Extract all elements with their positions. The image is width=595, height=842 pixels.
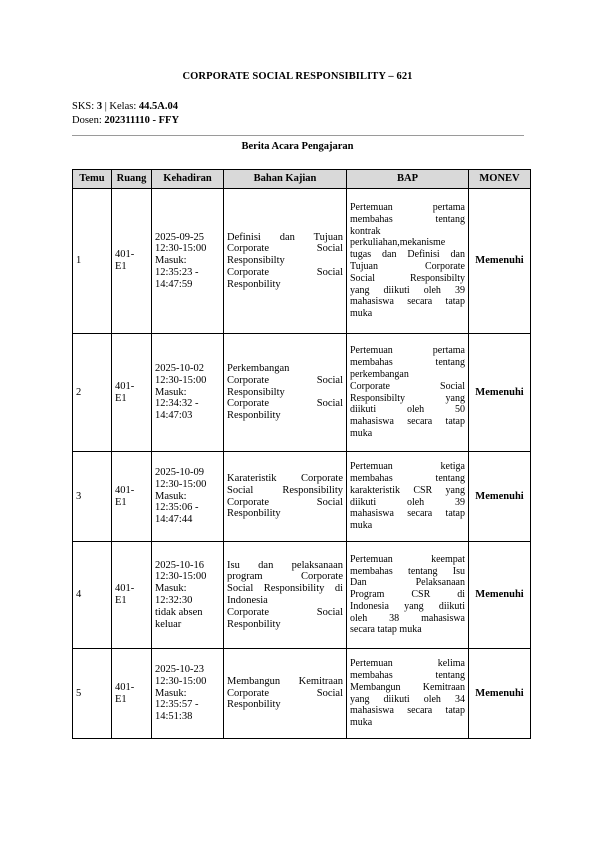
cell-line: 2025-10-16 xyxy=(155,559,204,571)
cell-line: membahas tentang Isu xyxy=(350,565,465,577)
cell-line: 401- xyxy=(115,380,135,392)
divider xyxy=(72,135,524,136)
table-row xyxy=(73,334,531,452)
cell-line: muka xyxy=(350,427,373,439)
cell-line: Karateristik Corporate xyxy=(227,472,343,484)
cell-temu: 2 xyxy=(73,334,112,452)
cell-ruang xyxy=(112,452,152,542)
section-title: Berita Acara Pengajaran xyxy=(241,141,354,152)
cell-line: mahasiswa secara tatap xyxy=(350,508,465,520)
cell-line: 12:35:06 - xyxy=(155,502,199,514)
cell-bap xyxy=(347,334,469,452)
cell-line: kontrak xyxy=(350,225,381,237)
cell-line: 14:47:59 xyxy=(155,278,193,290)
cell-line: Responbility xyxy=(227,410,281,422)
cell-line: membahas tentang xyxy=(350,669,465,681)
cell-kehadiran xyxy=(152,334,224,452)
column-header-temu: Temu xyxy=(73,170,112,189)
cell-temu: 5 xyxy=(73,649,112,739)
dosen-label: Dosen: xyxy=(72,115,105,126)
cell-line: E1 xyxy=(115,595,127,606)
cell-line: Tujuan Corporate xyxy=(350,261,465,272)
cell-line: perkembangan xyxy=(350,368,409,380)
cell-line: 2025-10-02 xyxy=(155,363,204,374)
cell-ruang xyxy=(112,649,152,739)
cell-line: Corporate Social xyxy=(227,398,343,410)
cell-bap xyxy=(347,542,469,649)
cell-line: Masuk: xyxy=(155,255,187,267)
cell-line: Responsibilty xyxy=(227,255,285,267)
cell-line: perkuliahan,mekanisme xyxy=(350,237,446,249)
cell-monev: Memenuhi xyxy=(469,452,531,542)
cell-bap xyxy=(347,649,469,739)
cell-line: program Corporate xyxy=(227,571,343,583)
cell-bahan-kajian xyxy=(224,649,347,739)
cell-line: 12:30-15:00 xyxy=(155,571,207,583)
cell-line: Isu dan pelaksanaan xyxy=(227,559,343,571)
cell-line: Social Responsibility xyxy=(227,484,343,496)
cell-line: 12:35:57 - xyxy=(155,699,199,711)
cell-line: muka xyxy=(350,717,373,729)
cell-line: Masuk: xyxy=(155,386,187,398)
cell-line: 14:51:38 xyxy=(155,711,193,723)
table-row xyxy=(73,189,531,334)
cell-monev: Memenuhi xyxy=(469,542,531,649)
kelas-label: | Kelas: xyxy=(102,101,139,112)
cell-line: Corporate Social xyxy=(227,687,343,699)
cell-line: Pertemuan pertama xyxy=(350,345,465,357)
cell-line: tidak absen xyxy=(155,606,203,618)
cell-line: 12:30-15:00 xyxy=(155,243,207,255)
cell-line: 2025-10-23 xyxy=(155,664,204,675)
cell-line: 401- xyxy=(115,681,135,693)
cell-line: 2025-09-25 xyxy=(155,231,204,243)
cell-line: 14:47:03 xyxy=(155,410,193,422)
sks-value: 3 xyxy=(96,101,103,112)
cell-line: Corporate Social xyxy=(227,243,343,255)
cell-line: E1 xyxy=(115,693,127,705)
cell-line: 12:30-15:00 xyxy=(155,478,207,490)
cell-line: Membangun Kemitraan xyxy=(227,675,343,687)
table-row xyxy=(73,452,531,542)
cell-line: Masuk: xyxy=(155,687,187,699)
cell-bahan-kajian xyxy=(224,334,347,452)
cell-line: Indonesia yang diikuti xyxy=(350,600,465,612)
cell-line: 2025-10-09 xyxy=(155,467,204,478)
cell-kehadiran xyxy=(152,542,224,649)
dosen-value: 202311110 - FFY xyxy=(104,115,180,126)
cell-line: membahas tentang xyxy=(350,472,465,484)
cell-line: Dan Pelaksanaan xyxy=(350,577,465,589)
cell-line: membahas tentang xyxy=(350,213,465,225)
cell-line: Pertemuan ketiga xyxy=(350,461,465,473)
cell-line: Corporate Social xyxy=(227,374,343,386)
cell-line: Social Responsibility di xyxy=(227,583,343,595)
cell-kehadiran xyxy=(152,189,224,334)
cell-line: 12:30-15:00 xyxy=(155,675,207,687)
cell-line: Indonesia xyxy=(227,595,268,606)
column-header-kehadiran: Kehadiran xyxy=(152,170,224,189)
cell-line: E1 xyxy=(115,392,127,404)
cell-ruang xyxy=(112,189,152,334)
column-header-bahan-kajian: Bahan Kajian xyxy=(224,170,347,189)
cell-line: E1 xyxy=(115,261,127,272)
cell-line: 12:30-15:00 xyxy=(155,374,207,386)
cell-line: membahas tentang xyxy=(350,357,465,369)
cell-line: secara tatap muka xyxy=(350,624,422,636)
cell-bahan-kajian xyxy=(224,189,347,334)
cell-line: Responbility xyxy=(227,618,281,630)
cell-line: yang diikuti oleh 39 xyxy=(350,284,465,296)
cell-line: Pertemuan keempat xyxy=(350,553,465,565)
cell-bap xyxy=(347,189,469,334)
cell-line: muka xyxy=(350,520,373,532)
cell-line: 401- xyxy=(115,484,135,496)
cell-line: Corporate Social xyxy=(227,266,343,278)
cell-line: Responbility xyxy=(227,699,281,711)
cell-line: Pertemuan kelima xyxy=(350,658,465,670)
cell-line: keluar xyxy=(155,618,182,630)
kelas-value: 44.5A.04 xyxy=(138,101,178,112)
cell-line: Membangun Kemitraan xyxy=(350,681,465,693)
cell-line: 401- xyxy=(115,583,135,595)
cell-temu: 4 xyxy=(73,542,112,649)
cell-line: Masuk: xyxy=(155,490,187,502)
column-header-monev: MONEV xyxy=(469,170,531,189)
lecturer-meta xyxy=(72,114,179,127)
cell-line: yang diikuti oleh 34 xyxy=(350,693,465,705)
cell-line: Masuk: xyxy=(155,583,187,595)
cell-line: Social Responsibilty xyxy=(350,272,465,284)
cell-line: Program CSR di xyxy=(350,589,465,601)
cell-temu: 3 xyxy=(73,452,112,542)
column-header-ruang: Ruang xyxy=(112,170,152,189)
cell-bahan-kajian xyxy=(224,452,347,542)
cell-line: Corporate Social xyxy=(350,380,465,392)
table-row xyxy=(73,542,531,649)
column-header-bap: BAP xyxy=(347,170,469,189)
cell-bap xyxy=(347,452,469,542)
cell-temu: 1 xyxy=(73,189,112,334)
cell-kehadiran xyxy=(152,452,224,542)
cell-line: 14:47:44 xyxy=(155,514,193,526)
cell-line: Responsibilty yang xyxy=(350,392,465,404)
cell-line: 12:34:32 - xyxy=(155,398,199,410)
cell-line: karakteristik CSR yang xyxy=(350,484,465,496)
cell-monev: Memenuhi xyxy=(469,649,531,739)
cell-line: Corporate Social xyxy=(227,496,343,508)
cell-line: mahasiswa secara tatap xyxy=(350,296,465,308)
cell-line: Corporate Social xyxy=(227,606,343,618)
cell-line: Definisi dan Tujuan xyxy=(227,231,343,243)
table-body xyxy=(73,189,531,739)
cell-monev: Memenuhi xyxy=(469,334,531,452)
cell-line: Perkembangan xyxy=(227,363,290,374)
cell-line: 12:35:23 - xyxy=(155,266,199,278)
course-meta xyxy=(72,100,178,113)
cell-line: Responbility xyxy=(227,508,281,520)
cell-line: Responsibilty xyxy=(227,386,285,398)
cell-line: oleh 38 mahasiswa xyxy=(350,612,465,624)
sks-label: SKS: xyxy=(72,101,97,112)
cell-ruang xyxy=(112,542,152,649)
teaching-record-table xyxy=(72,169,531,739)
course-title: CORPORATE SOCIAL RESPONSIBILITY – 621 xyxy=(182,71,413,82)
cell-bahan-kajian xyxy=(224,542,347,649)
cell-line: E1 xyxy=(115,496,127,508)
cell-line: 12:32:30 xyxy=(155,595,193,606)
cell-line: muka xyxy=(350,308,373,320)
cell-line: Responbility xyxy=(227,278,281,290)
cell-line: mahasiswa secara tatap xyxy=(350,416,465,428)
cell-line: diikuti oleh 39 xyxy=(350,496,465,508)
table-header-row xyxy=(73,170,531,189)
cell-line: diikuti oleh 50 xyxy=(350,404,465,416)
cell-line: mahasiswa secara tatap xyxy=(350,705,465,717)
cell-line: tugas dan Definisi dan xyxy=(350,249,465,261)
cell-monev: Memenuhi xyxy=(469,189,531,334)
table-row xyxy=(73,649,531,739)
cell-kehadiran xyxy=(152,649,224,739)
cell-ruang xyxy=(112,334,152,452)
cell-line: 401- xyxy=(115,249,135,261)
cell-line: Pertemuan pertama xyxy=(350,202,465,214)
